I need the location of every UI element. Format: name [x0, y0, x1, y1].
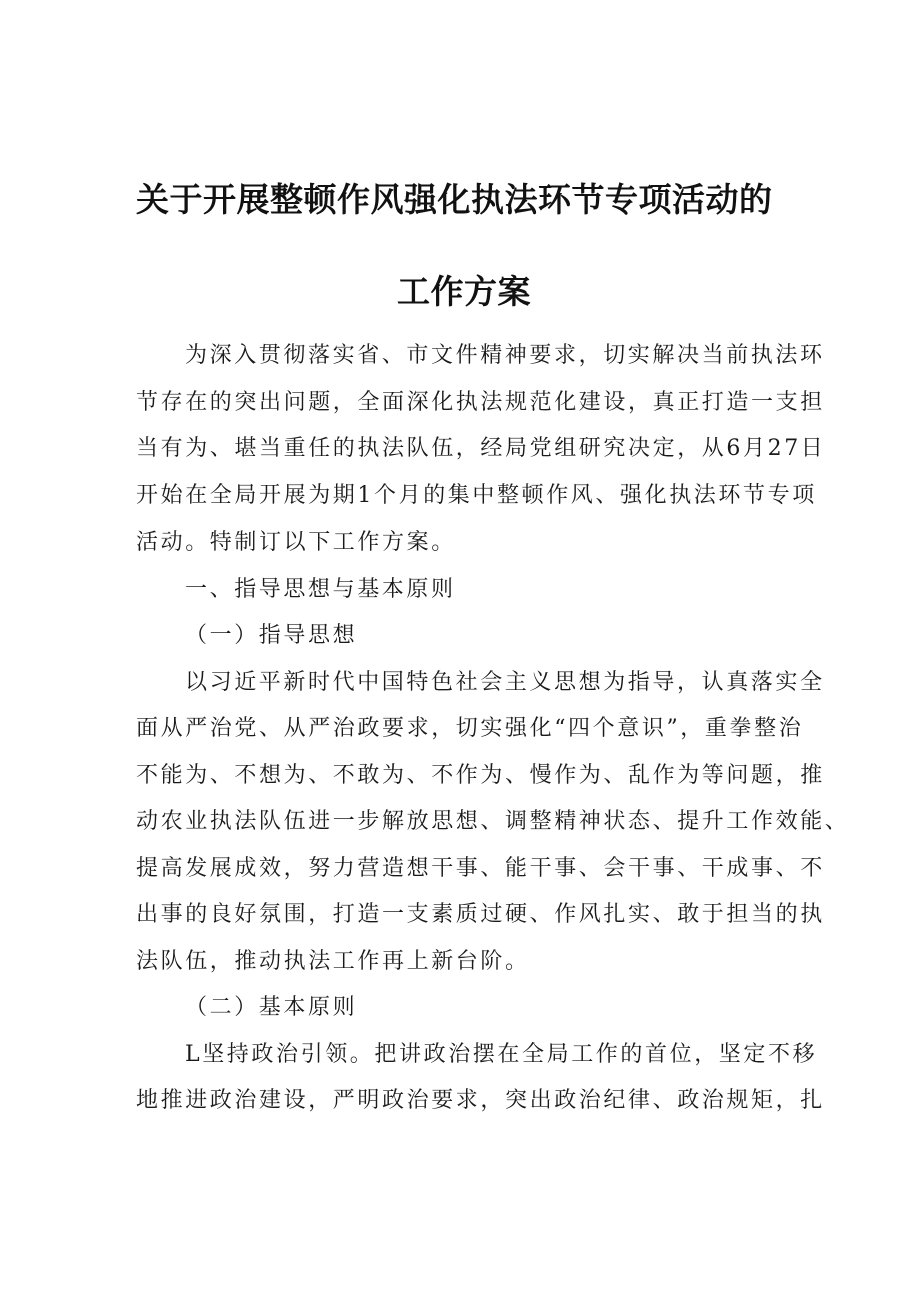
- paragraph-2-line-7: 法队伍，推动执法工作再上新台阶。: [136, 949, 530, 974]
- paragraph-2-line-2: 面从严治党、从严治政要求，切实强化“四个意识”，重拳整治: [136, 716, 804, 741]
- paragraph-1-line-4: 开始在全局开展为期1个月的集中整顿作风、强化执法环节专项: [136, 483, 817, 508]
- paragraph-1-line-2: 节存在的突出问题，全面深化执法规范化建设，真正打造一支担: [136, 390, 825, 415]
- document-title-line-2: 工作方案: [397, 272, 531, 311]
- paragraph-1-line-1: 为深入贯彻落实省、市文件精神要求，切实解决当前执法环: [185, 343, 825, 368]
- paragraph-1-line-5: 活动。特制订以下工作方案。: [136, 530, 456, 555]
- subsection-heading-1: （一）指导思想: [185, 623, 358, 648]
- section-heading-1: 一、指导思想与基本原则: [185, 577, 456, 602]
- document-title-line-1: 关于开展整顿作风强化执法环节专项活动的: [136, 180, 773, 219]
- paragraph-2-line-1: 以习近平新时代中国特色社会主义思想为指导，认真落实全: [185, 670, 825, 695]
- paragraph-2-line-4: 动农业执法队伍进一步解放思想、调整精神状态、提升工作效能、: [136, 809, 850, 834]
- paragraph-2-line-6: 出事的良好氛围，打造一支素质过硬、作风扎实、敢于担当的执: [136, 902, 825, 927]
- subsection-heading-2: （二）基本原则: [185, 995, 358, 1020]
- paragraph-2-line-5: 提高发展成效，努力营造想干事、能干事、会干事、干成事、不: [136, 856, 825, 881]
- paragraph-3-line-1: L坚持政治引领。把讲政治摆在全局工作的首位，坚定不移: [185, 1042, 818, 1067]
- paragraph-2-line-3: 不能为、不想为、不敢为、不作为、慢作为、乱作为等问题，推: [136, 763, 825, 788]
- paragraph-3-line-2: 地推进政治建设，严明政治要求，突出政治纪律、政治规矩，扎: [136, 1088, 825, 1113]
- paragraph-1-line-3: 当有为、堪当重任的执法队伍，经局党组研究决定，从6月27日: [136, 436, 826, 461]
